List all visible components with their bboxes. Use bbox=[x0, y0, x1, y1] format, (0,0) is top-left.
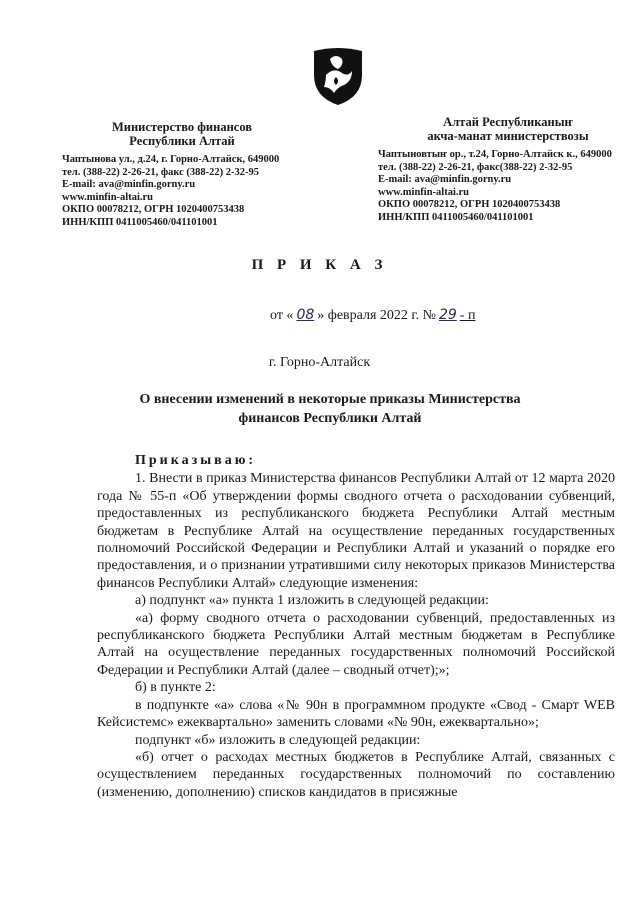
paragraph: «б) отчет о расходах местных бюджетов в Республике Алтай, связанных с осуществлением переданных государственных полномочий по составлению (изменению, дополнению) списков кандидатов в присяжные bbox=[97, 749, 615, 800]
paragraph: 1. Внести в приказ Министерства финансов Республики Алтай от 12 марта 2020 года № 55-п «Об утверждении формы сводного отчета о расходовании субвенций, предоставленных из республиканского бюджета Республики Алтай местным бюджетам в Республике Алтай на осуществление переданных государственных полномочий Российской Федерации и Республики Алтай и указаний о порядке его предоставления, и о признании утратившими силу некоторых приказов Министерства финансов Республики Алтай» следующие изменения: bbox=[97, 471, 615, 591]
org-right-block bbox=[378, 115, 638, 224]
date-prefix: от « bbox=[270, 308, 294, 323]
order-word: Приказываю: bbox=[135, 453, 257, 468]
org-left-website: www.minfin-altai.ru bbox=[62, 191, 154, 203]
org-right-website: www.minfin-altai.ru bbox=[378, 186, 470, 198]
org-left-name: Министерство финансов bbox=[111, 120, 253, 134]
document-body bbox=[97, 452, 615, 801]
org-left-name: Республики Алтай bbox=[129, 134, 235, 148]
paragraph: подпункт «б» изложить в следующей редакции: bbox=[135, 732, 421, 748]
date-line bbox=[270, 307, 475, 324]
org-left-address: Чаптынова ул., д.24, г. Горно-Алтайск, 649000 bbox=[62, 154, 280, 165]
document-title: П Р И К А З bbox=[251, 257, 388, 273]
org-right-phone: тел. (388-22) 2-26-21, факс(388-22) 2-32-95 bbox=[378, 161, 573, 173]
org-right-name: Алтай Республиканыҥ bbox=[443, 115, 573, 129]
org-left-inn: ИНН/КПП 0411005460/041101001 bbox=[62, 216, 218, 228]
document-heading: О внесении изменений в некоторые приказы Министерства финансов Республики Алтай bbox=[139, 392, 521, 426]
org-right-address: Чаптыновтыҥ ор., т.24, Горно-Алтайск к., 649000 bbox=[378, 149, 612, 160]
org-left-phone: тел. (388-22) 2-26-21, факс (388-22) 2-32-95 bbox=[62, 166, 260, 178]
org-right-email: E-mail: ava@minfin.gorny.ru bbox=[378, 174, 512, 185]
paragraph: «а) форму сводного отчета о расходовании субвенций, предоставленных из республиканского бюджета Республики Алтай местным бюджетам в Республике Алтай на осуществление переданных государственных полномочий Российской Федерации и Республики Алтай (далее – сводный отчет);»; bbox=[97, 610, 615, 678]
paragraph: а) подпункт «а» пункта 1 изложить в следующей редакции: bbox=[135, 593, 489, 609]
org-right-okpo: ОКПО 00078212, ОГРН 1020400753438 bbox=[378, 199, 561, 210]
org-right-name: акча-манат министерствозы bbox=[427, 129, 589, 143]
org-left-email: E-mail: ava@minfin.gorny.ru bbox=[62, 179, 196, 190]
order-number-handwritten: 29 bbox=[438, 307, 457, 323]
order-number-suffix: - п bbox=[459, 308, 476, 323]
altai-emblem-icon bbox=[308, 45, 368, 107]
paragraph: в подпункте «а» слова «№ 90н в программном продукте «Свод - Смарт WEB Кейсистемс» ежеквартально» заменить словами «№ 90н, ежеквартально»; bbox=[97, 697, 615, 731]
org-left-block bbox=[62, 120, 302, 229]
date-month-year: » февраля 2022 г. № bbox=[317, 308, 436, 323]
date-day-handwritten: 08 bbox=[296, 307, 315, 323]
city: г. Горно-Алтайск bbox=[268, 355, 371, 370]
org-left-okpo: ОКПО 00078212, ОГРН 1020400753438 bbox=[62, 204, 245, 215]
paragraph: б) в пункте 2: bbox=[135, 680, 216, 696]
org-right-inn: ИНН/КПП 0411005460/041101001 bbox=[378, 211, 534, 223]
